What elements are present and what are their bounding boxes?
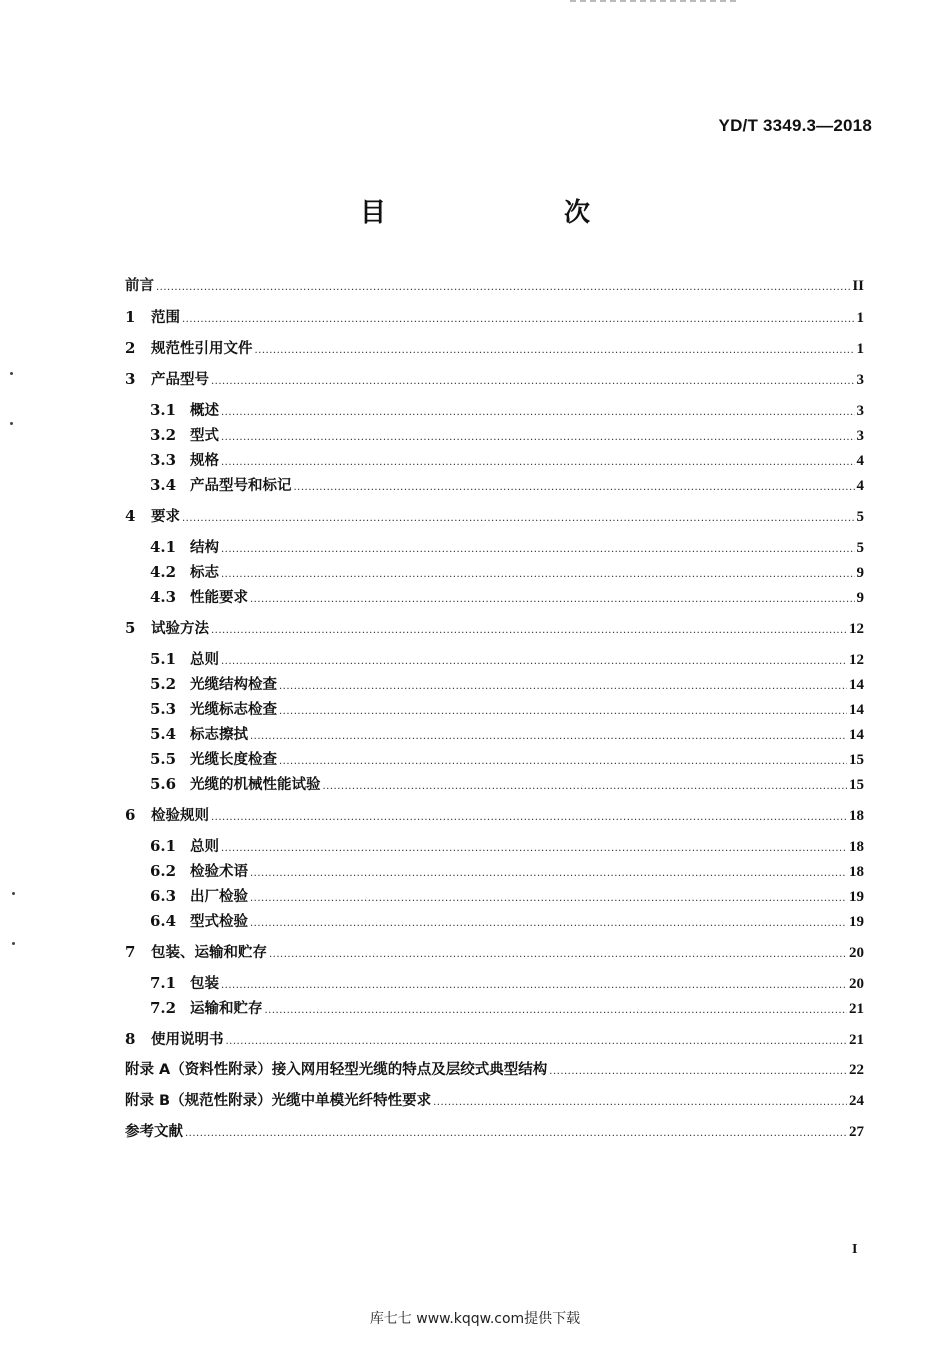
toc-entry[interactable] xyxy=(150,774,864,797)
scan-speck xyxy=(12,892,15,895)
toc-leader-dots xyxy=(294,478,855,498)
toc-entry[interactable] xyxy=(150,587,864,610)
toc-entry-page: 21 xyxy=(849,1032,864,1048)
toc-entry-page: 15 xyxy=(849,752,864,768)
toc-entry-number: 4.1 xyxy=(150,538,177,556)
toc-entry[interactable] xyxy=(150,973,864,996)
toc-entry-label: 型式 xyxy=(190,428,219,444)
toc-entry-page: 21 xyxy=(849,1001,864,1017)
toc-entry-label: 参考文献 xyxy=(125,1124,183,1140)
toc-leader-dots xyxy=(221,565,855,585)
toc-entry-number: 5.4 xyxy=(150,725,177,743)
toc-entry-label: 检验规则 xyxy=(151,808,209,824)
standard-code: YD/T 3349.3—2018 xyxy=(718,116,872,135)
toc-entry-label: 标志擦拭 xyxy=(190,727,248,743)
toc-entry-number: 3.1 xyxy=(150,401,177,419)
toc-leader-dots xyxy=(265,1001,848,1021)
toc-leader-dots xyxy=(250,914,847,934)
toc-leader-dots xyxy=(221,453,855,473)
toc-leader-dots xyxy=(156,278,850,298)
scan-speck xyxy=(12,942,15,945)
toc-leader-dots xyxy=(433,1093,847,1113)
toc-entry[interactable] xyxy=(150,649,864,672)
toc-entry-number: 3.2 xyxy=(150,426,177,444)
toc-entry-page: 27 xyxy=(849,1124,864,1140)
toc-entry-page: 22 xyxy=(849,1062,864,1078)
toc-entry-label: 产品型号和标记 xyxy=(190,478,292,494)
toc-entry-number: 3.4 xyxy=(150,476,177,494)
toc-entry-number: 1 xyxy=(125,308,136,326)
toc-entry-page: 18 xyxy=(849,808,864,824)
toc-entry[interactable] xyxy=(125,1060,864,1082)
toc-entry-label: 总则 xyxy=(190,839,219,855)
toc-leader-dots xyxy=(221,540,855,560)
toc-leader-dots xyxy=(269,945,847,965)
toc-entry-label: 附录 A（资料性附录）接入网用轻型光缆的特点及层绞式典型结构 xyxy=(125,1062,548,1078)
toc-entry-page: 14 xyxy=(849,727,864,743)
toc-entry-number: 5.1 xyxy=(150,650,177,668)
toc-leader-dots xyxy=(323,777,848,797)
toc-entry[interactable] xyxy=(125,942,864,965)
toc-entry[interactable] xyxy=(150,724,864,747)
toc-entry[interactable] xyxy=(125,338,864,361)
toc-entry-page: 18 xyxy=(849,864,864,880)
toc-entry-page: 3 xyxy=(856,403,864,419)
toc-entry-number: 6.3 xyxy=(150,887,177,905)
toc-entry[interactable] xyxy=(125,369,864,392)
scan-speck xyxy=(10,372,13,375)
toc-leader-dots xyxy=(279,702,847,722)
toc-entry[interactable] xyxy=(150,537,864,560)
toc-entry-page: 5 xyxy=(856,509,864,525)
toc-entry[interactable] xyxy=(125,506,864,529)
toc-leader-dots xyxy=(221,428,855,448)
toc-entry-number: 8 xyxy=(125,1030,136,1048)
toc-leader-dots xyxy=(182,509,855,529)
toc-entry-label: 概述 xyxy=(190,403,219,419)
toc-entry-label: 结构 xyxy=(190,540,219,556)
page-number: I xyxy=(852,1242,858,1257)
toc-entry[interactable] xyxy=(150,749,864,772)
toc-entry-page: 14 xyxy=(849,677,864,693)
toc-entry-page: 24 xyxy=(849,1093,864,1109)
toc-entry-label: 附录 B（规范性附录）光缆中单模光纤特性要求 xyxy=(125,1093,432,1109)
toc-entry-number: 5 xyxy=(125,619,136,637)
toc-entry-label: 性能要求 xyxy=(190,590,248,606)
toc-entry-label: 检验术语 xyxy=(190,864,248,880)
toc-leader-dots xyxy=(226,1032,848,1052)
toc-entry-number: 5.5 xyxy=(150,750,177,768)
toc-leader-dots xyxy=(250,864,847,884)
toc-leader-dots xyxy=(211,621,847,641)
toc-entry[interactable] xyxy=(150,886,864,909)
toc-entry-number: 3.3 xyxy=(150,451,177,469)
toc-entry-page: 15 xyxy=(849,777,864,793)
toc-leader-dots xyxy=(279,677,847,697)
toc-leader-dots xyxy=(182,310,855,330)
toc-entry-label: 前言 xyxy=(125,278,154,294)
toc-entry-page: 3 xyxy=(856,372,864,388)
toc-entry-number: 2 xyxy=(125,339,136,357)
toc-leader-dots xyxy=(549,1062,847,1082)
toc-entry[interactable] xyxy=(150,562,864,585)
toc-leader-dots xyxy=(211,372,855,392)
toc-entry-number: 4.2 xyxy=(150,563,177,581)
toc-entry-number: 6.1 xyxy=(150,837,177,855)
toc-entry-number: 4 xyxy=(125,507,136,525)
toc-entry-page: 18 xyxy=(849,839,864,855)
toc-leader-dots xyxy=(185,1124,847,1144)
toc-entry-label: 规格 xyxy=(190,453,219,469)
toc-entry-page: 12 xyxy=(849,621,864,637)
toc-entry-number: 6.4 xyxy=(150,912,177,930)
toc-entry-label: 型式检验 xyxy=(190,914,248,930)
toc-entry-label: 出厂检验 xyxy=(190,889,248,905)
toc-entry-page: 20 xyxy=(849,945,864,961)
toc-leader-dots xyxy=(250,889,847,909)
toc-entry-page: 19 xyxy=(849,889,864,905)
download-footer: 库七七 www.kqqw.com提供下载 xyxy=(369,1311,581,1327)
toc-entry[interactable] xyxy=(125,276,864,298)
toc-entry-page: 5 xyxy=(856,540,864,556)
scan-artifact-line xyxy=(570,0,740,2)
toc-entry[interactable] xyxy=(125,307,864,330)
toc-entry-number: 3 xyxy=(125,370,136,388)
toc-entry-page: 9 xyxy=(856,565,864,581)
toc-entry[interactable] xyxy=(150,699,864,722)
toc-title: 目 次 xyxy=(359,198,632,228)
toc-leader-dots xyxy=(221,652,847,672)
toc-entry-label: 产品型号 xyxy=(151,372,209,388)
toc-entry-label: 光缆长度检查 xyxy=(190,752,277,768)
toc-entry-page: 1 xyxy=(856,341,864,357)
toc-leader-dots xyxy=(221,976,847,996)
toc-entry-label: 试验方法 xyxy=(151,621,209,637)
toc-entry-label: 总则 xyxy=(190,652,219,668)
toc-entry-label: 要求 xyxy=(151,509,180,525)
toc-entry[interactable] xyxy=(150,836,864,859)
toc-entry-label: 运输和贮存 xyxy=(190,1001,263,1017)
toc-entry-number: 7.2 xyxy=(150,999,177,1017)
toc-entry-page: 14 xyxy=(849,702,864,718)
toc-entry-label: 光缆的机械性能试验 xyxy=(190,777,321,793)
toc-entry[interactable] xyxy=(150,400,864,423)
toc-leader-dots xyxy=(250,590,855,610)
toc-entry-number: 7.1 xyxy=(150,974,177,992)
toc-entry-number: 6.2 xyxy=(150,862,177,880)
toc-entry-number: 5.2 xyxy=(150,675,177,693)
toc-entry-page: 20 xyxy=(849,976,864,992)
toc-entry-number: 7 xyxy=(125,943,136,961)
toc-leader-dots xyxy=(211,808,847,828)
toc-entry[interactable] xyxy=(150,674,864,697)
toc-entry-label: 光缆标志检查 xyxy=(190,702,277,718)
toc-entry-label: 标志 xyxy=(190,565,219,581)
toc-entry-page: 3 xyxy=(856,428,864,444)
toc-entry-page: II xyxy=(852,278,864,294)
toc-entry[interactable] xyxy=(125,618,864,641)
toc-entry-page: 9 xyxy=(856,590,864,606)
toc-entry[interactable] xyxy=(150,998,864,1021)
toc-leader-dots xyxy=(255,341,855,361)
toc-leader-dots xyxy=(221,403,855,423)
toc-leader-dots xyxy=(279,752,847,772)
toc-entry[interactable] xyxy=(150,450,864,473)
toc-entry[interactable] xyxy=(150,861,864,884)
toc-entry-label: 规范性引用文件 xyxy=(151,341,253,357)
toc-entry-number: 5.6 xyxy=(150,775,177,793)
toc-entry-label: 使用说明书 xyxy=(151,1032,224,1048)
toc-entry-label: 包装、运输和贮存 xyxy=(151,945,267,961)
toc-entry-label: 光缆结构检查 xyxy=(190,677,277,693)
toc-entry[interactable] xyxy=(125,1091,864,1113)
toc-entry[interactable] xyxy=(125,1122,864,1144)
toc-entry[interactable] xyxy=(125,1029,864,1052)
toc-entry-page: 4 xyxy=(856,453,864,469)
toc-entry[interactable] xyxy=(150,475,864,498)
toc-entry-number: 6 xyxy=(125,806,136,824)
toc-entry-page: 12 xyxy=(849,652,864,668)
toc-entry-page: 19 xyxy=(849,914,864,930)
toc-entry-number: 5.3 xyxy=(150,700,177,718)
toc-entry[interactable] xyxy=(125,805,864,828)
toc-leader-dots xyxy=(250,727,847,747)
toc-entry[interactable] xyxy=(150,911,864,934)
toc-entry-page: 1 xyxy=(856,310,864,326)
toc-entry-label: 范围 xyxy=(151,310,180,326)
toc-entry-label: 包装 xyxy=(190,976,219,992)
toc-entry-page: 4 xyxy=(856,478,864,494)
toc-entry-number: 4.3 xyxy=(150,588,177,606)
scan-speck xyxy=(10,422,13,425)
toc-entry[interactable] xyxy=(150,425,864,448)
toc-leader-dots xyxy=(221,839,847,859)
